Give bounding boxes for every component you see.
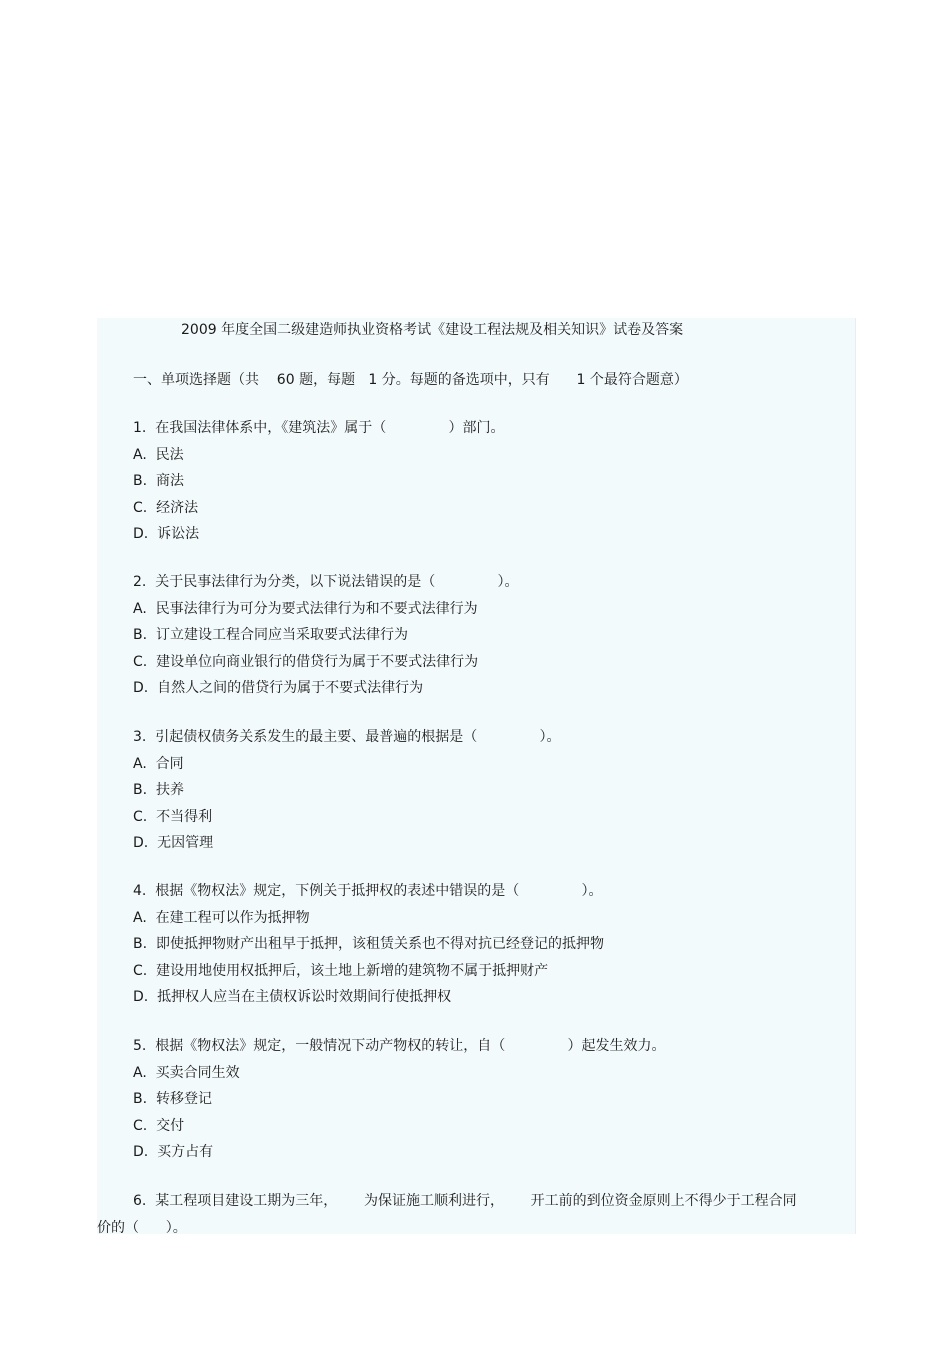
question-option: C. 建设单位向商业银行的借贷行为属于不要式法律行为: [133, 653, 479, 670]
question-4: [133, 878, 853, 1011]
document-title: 2009 年度全国二级建造师执业资格考试《建设工程法规及相关知识》试卷及答案: [181, 322, 684, 338]
question-option: B. 扶养: [133, 782, 184, 798]
question-option: D. 无因管理: [133, 835, 214, 851]
question-option: B. 商法: [133, 473, 184, 489]
question-option: A. 买卖合同生效: [133, 1064, 240, 1081]
question-3: [133, 724, 853, 857]
question-1: [133, 415, 853, 548]
question-5: [133, 1033, 853, 1166]
question-option: A. 合同: [133, 755, 184, 772]
question-option: A. 民法: [133, 446, 184, 463]
question-option: C. 交付: [133, 1117, 185, 1134]
question-2: [133, 569, 853, 702]
question-option: D. 诉讼法: [133, 526, 200, 542]
question-stem: 4. 根据《物权法》规定，下例关于抵押权的表述中错误的是（ ）。: [133, 883, 603, 899]
question-option: C. 经济法: [133, 499, 199, 516]
question-option: D. 抵押权人应当在主债权诉讼时效期间行使抵押权: [133, 989, 452, 1005]
question-option: C. 建设用地使用权抵押后，该土地上新增的建筑物不属于抵押财产: [133, 962, 549, 979]
question-option: B. 订立建设工程合同应当采取要式法律行为: [133, 627, 408, 643]
question-option: B. 转移登记: [133, 1091, 212, 1107]
question-stem: 5. 根据《物权法》规定，一般情况下动产物权的转让，自（ ）起发生效力。: [133, 1038, 666, 1054]
question-option: C. 不当得利: [133, 808, 213, 825]
question-stem-continued: 价的（ ）。: [97, 1219, 187, 1236]
question-stem: 2. 关于民事法律行为分类，以下说法错误的是（ ）。: [133, 574, 519, 590]
section-heading: 一、单项选择题（共 60 题，每题 1 分。每题的备选项中，只有 1 个最符合题意）: [133, 372, 688, 388]
question-stem: 3. 引起债权债务关系发生的最主要、最普遍的根据是（ ）。: [133, 729, 561, 745]
question-option: A. 在建工程可以作为抵押物: [133, 909, 310, 926]
question-option: B. 即使抵押物财产出租早于抵押，该租赁关系也不得对抗已经登记的抵押物: [133, 936, 604, 952]
question-6: [97, 1188, 837, 1241]
question-option: D. 买方占有: [133, 1144, 214, 1160]
question-option: D. 自然人之间的借贷行为属于不要式法律行为: [133, 680, 424, 696]
question-stem: 1. 在我国法律体系中，《建筑法》属于（ ）部门。: [133, 420, 505, 436]
question-option: A. 民事法律行为可分为要式法律行为和不要式法律行为: [133, 600, 478, 617]
question-stem: 6. 某工程项目建设工期为三年， 为保证施工顺利进行， 开工前的到位资金原则上不得少于工程合同: [133, 1193, 797, 1209]
